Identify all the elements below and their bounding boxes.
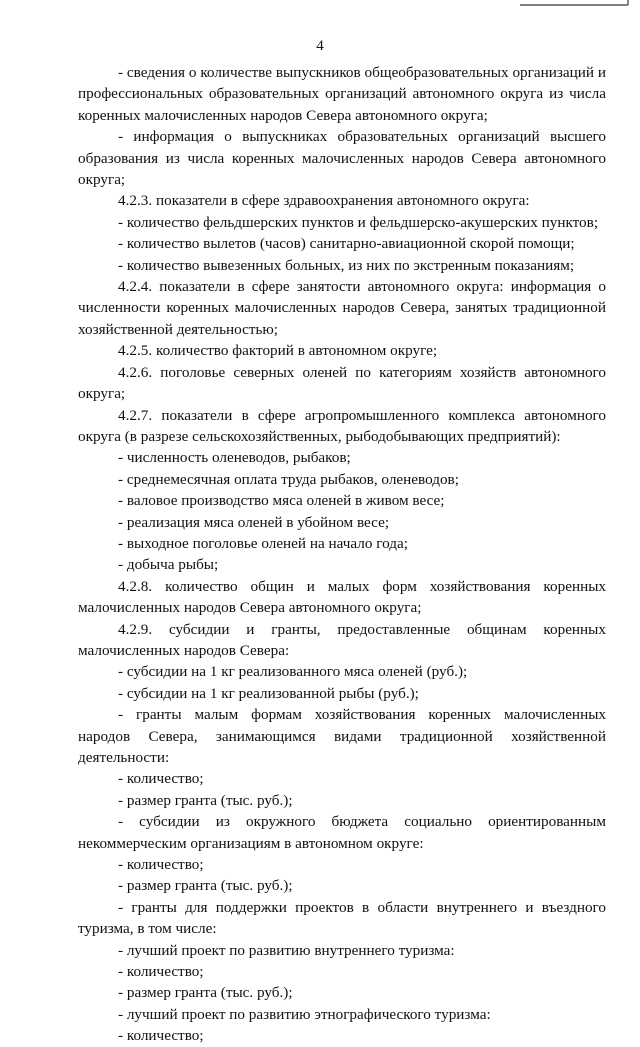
- paragraph: - субсидии из окружного бюджета социально ориентированным некоммерческим организациям в автономном округе:: [78, 813, 606, 852]
- paragraph: - субсидии на 1 кг реализованного мяса оленей (руб.);: [118, 663, 468, 681]
- paragraph: - лучший проект по развитию внутреннего туризма:: [118, 941, 455, 959]
- paragraph: - количество;: [118, 963, 204, 981]
- paragraph: - количество фельдшерских пунктов и фельдшерско-акушерских пунктов;: [118, 213, 599, 231]
- paragraph: - гранты малым формам хозяйствования коренных малочисленных народов Севера, занимающимся видами традиционной хозяйственной деятельности:: [78, 706, 606, 766]
- paragraph: - валовое производство мяса оленей в живом весе;: [118, 492, 445, 510]
- paragraph: - информация о выпускниках образовательных организаций высшего образования из числа коренных малочисленных народов Севера автономного округа;: [78, 128, 606, 189]
- paragraph: - количество;: [118, 1027, 204, 1045]
- paragraph: - среднемесячная оплата труда рыбаков, оленеводов;: [118, 470, 459, 488]
- paragraph: - количество;: [118, 770, 204, 788]
- paragraph: 4.2.4. показатели в сфере занятости автономного округа: информация о численности коренных малочисленных народов Севера, занятых традиционной хозяйственной деятельностью;: [78, 278, 606, 338]
- page-number: 4: [316, 38, 324, 54]
- paragraph: 4.2.6. поголовье северных оленей по категориям хозяйств автономного округа;: [78, 363, 606, 403]
- paragraph: - размер гранта (тыс. руб.);: [118, 791, 293, 809]
- paragraph: 4.2.9. субсидии и гранты, предоставленные общинам коренных малочисленных народов Севера:: [78, 620, 606, 659]
- paragraph: - количество вылетов (часов) санитарно-авиационной скорой помощи;: [118, 235, 575, 253]
- paragraph: - численность оленеводов, рыбаков;: [118, 449, 351, 467]
- paragraph: 4.2.5. количество факторий в автономном округе;: [118, 342, 438, 360]
- paragraph: - количество вывезенных больных, из них по экстренным показаниям;: [118, 256, 575, 274]
- paragraph: 4.2.8. количество общин и малых форм хозяйствования коренных малочисленных народов Севера автономного округа;: [78, 577, 606, 617]
- scan-corner-mark: [518, 0, 630, 6]
- paragraph: - выходное поголовье оленей на начало года;: [118, 534, 408, 552]
- paragraph: 4.2.7. показатели в сфере агропромышленного комплекса автономного округа (в разрезе сельскохозяйственных, рыбодобывающих предприятий):: [78, 406, 606, 445]
- paragraph: - субсидии на 1 кг реализованной рыбы (руб.);: [118, 684, 419, 702]
- paragraph: - лучший проект по развитию этнографического туризма:: [118, 1005, 491, 1023]
- paragraph: - гранты для поддержки проектов в области внутреннего и въездного туризма, в том числе:: [78, 898, 606, 938]
- paragraph: - добыча рыбы;: [118, 556, 219, 574]
- paragraph: - реализация мяса оленей в убойном весе;: [118, 513, 390, 531]
- document-body: [78, 62, 606, 1047]
- paragraph: - сведения о количестве выпускников общеобразовательных организаций и профессиональных образовательных организаций автономного округа из числа коренных малочисленных народов Севера автономного округа;: [78, 64, 606, 124]
- paragraph: 4.2.3. показатели в сфере здравоохранения автономного округа:: [118, 192, 530, 210]
- paragraph: - размер гранта (тыс. руб.);: [118, 877, 293, 895]
- paragraph: - размер гранта (тыс. руб.);: [118, 984, 293, 1002]
- paragraph: - количество;: [118, 856, 204, 874]
